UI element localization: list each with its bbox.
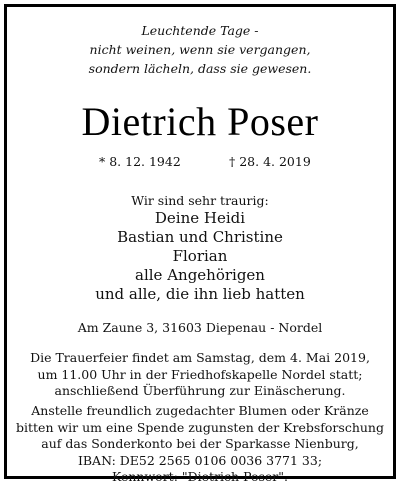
birth-date: * 8. 12. 1942: [99, 154, 181, 169]
service-line: anschließend Überführung zur Einäscherung.: [54, 383, 346, 398]
service-line: Die Trauerfeier findet am Samstag, dem 4. Mai 2019,: [30, 350, 370, 365]
mourner-line: Bastian und Christine: [117, 228, 283, 246]
motto-line: sondern lächeln, dass sie gewesen.: [88, 61, 312, 76]
mourners-intro: Wir sind sehr traurig:: [131, 193, 269, 208]
donation-line: IBAN: DE52 2565 0106 0036 3771 33;: [77, 452, 323, 468]
motto-line: nicht weinen, wenn sie vergangen,: [89, 42, 311, 57]
donation-line: Kennwort: "Dietrich Poser".: [111, 469, 289, 484]
mourners-list: [7, 209, 393, 304]
mourner-line: alle Angehörigen: [135, 266, 265, 284]
mourner-line: Florian: [172, 247, 228, 265]
donation-line: auf das Sonderkonto bei der Sparkasse Nienburg,: [41, 436, 359, 451]
death-date: † 28. 4. 2019: [229, 154, 311, 169]
mourner-line: Deine Heidi: [154, 209, 246, 227]
obituary-frame: [4, 4, 396, 484]
mourner-line: und alle, die ihn lieb hatten: [95, 285, 305, 303]
motto-line: Leuchtende Tage -: [141, 23, 259, 38]
funeral-service-notice: [7, 350, 393, 400]
donation-line: bitten wir um eine Spende zugunsten der Krebsforschung: [16, 419, 384, 435]
deceased-name: Dietrich Poser: [81, 99, 319, 144]
service-line: um 11.00 Uhr in der Friedhofskapelle Nordel statt;: [37, 366, 363, 382]
donation-notice: [7, 403, 393, 486]
family-address: Am Zaune 3, 31603 Diepenau - Nordel: [77, 320, 323, 335]
donation-line: Anstelle freundlich zugedachter Blumen oder Kränze: [31, 403, 369, 418]
motto: [7, 21, 393, 78]
